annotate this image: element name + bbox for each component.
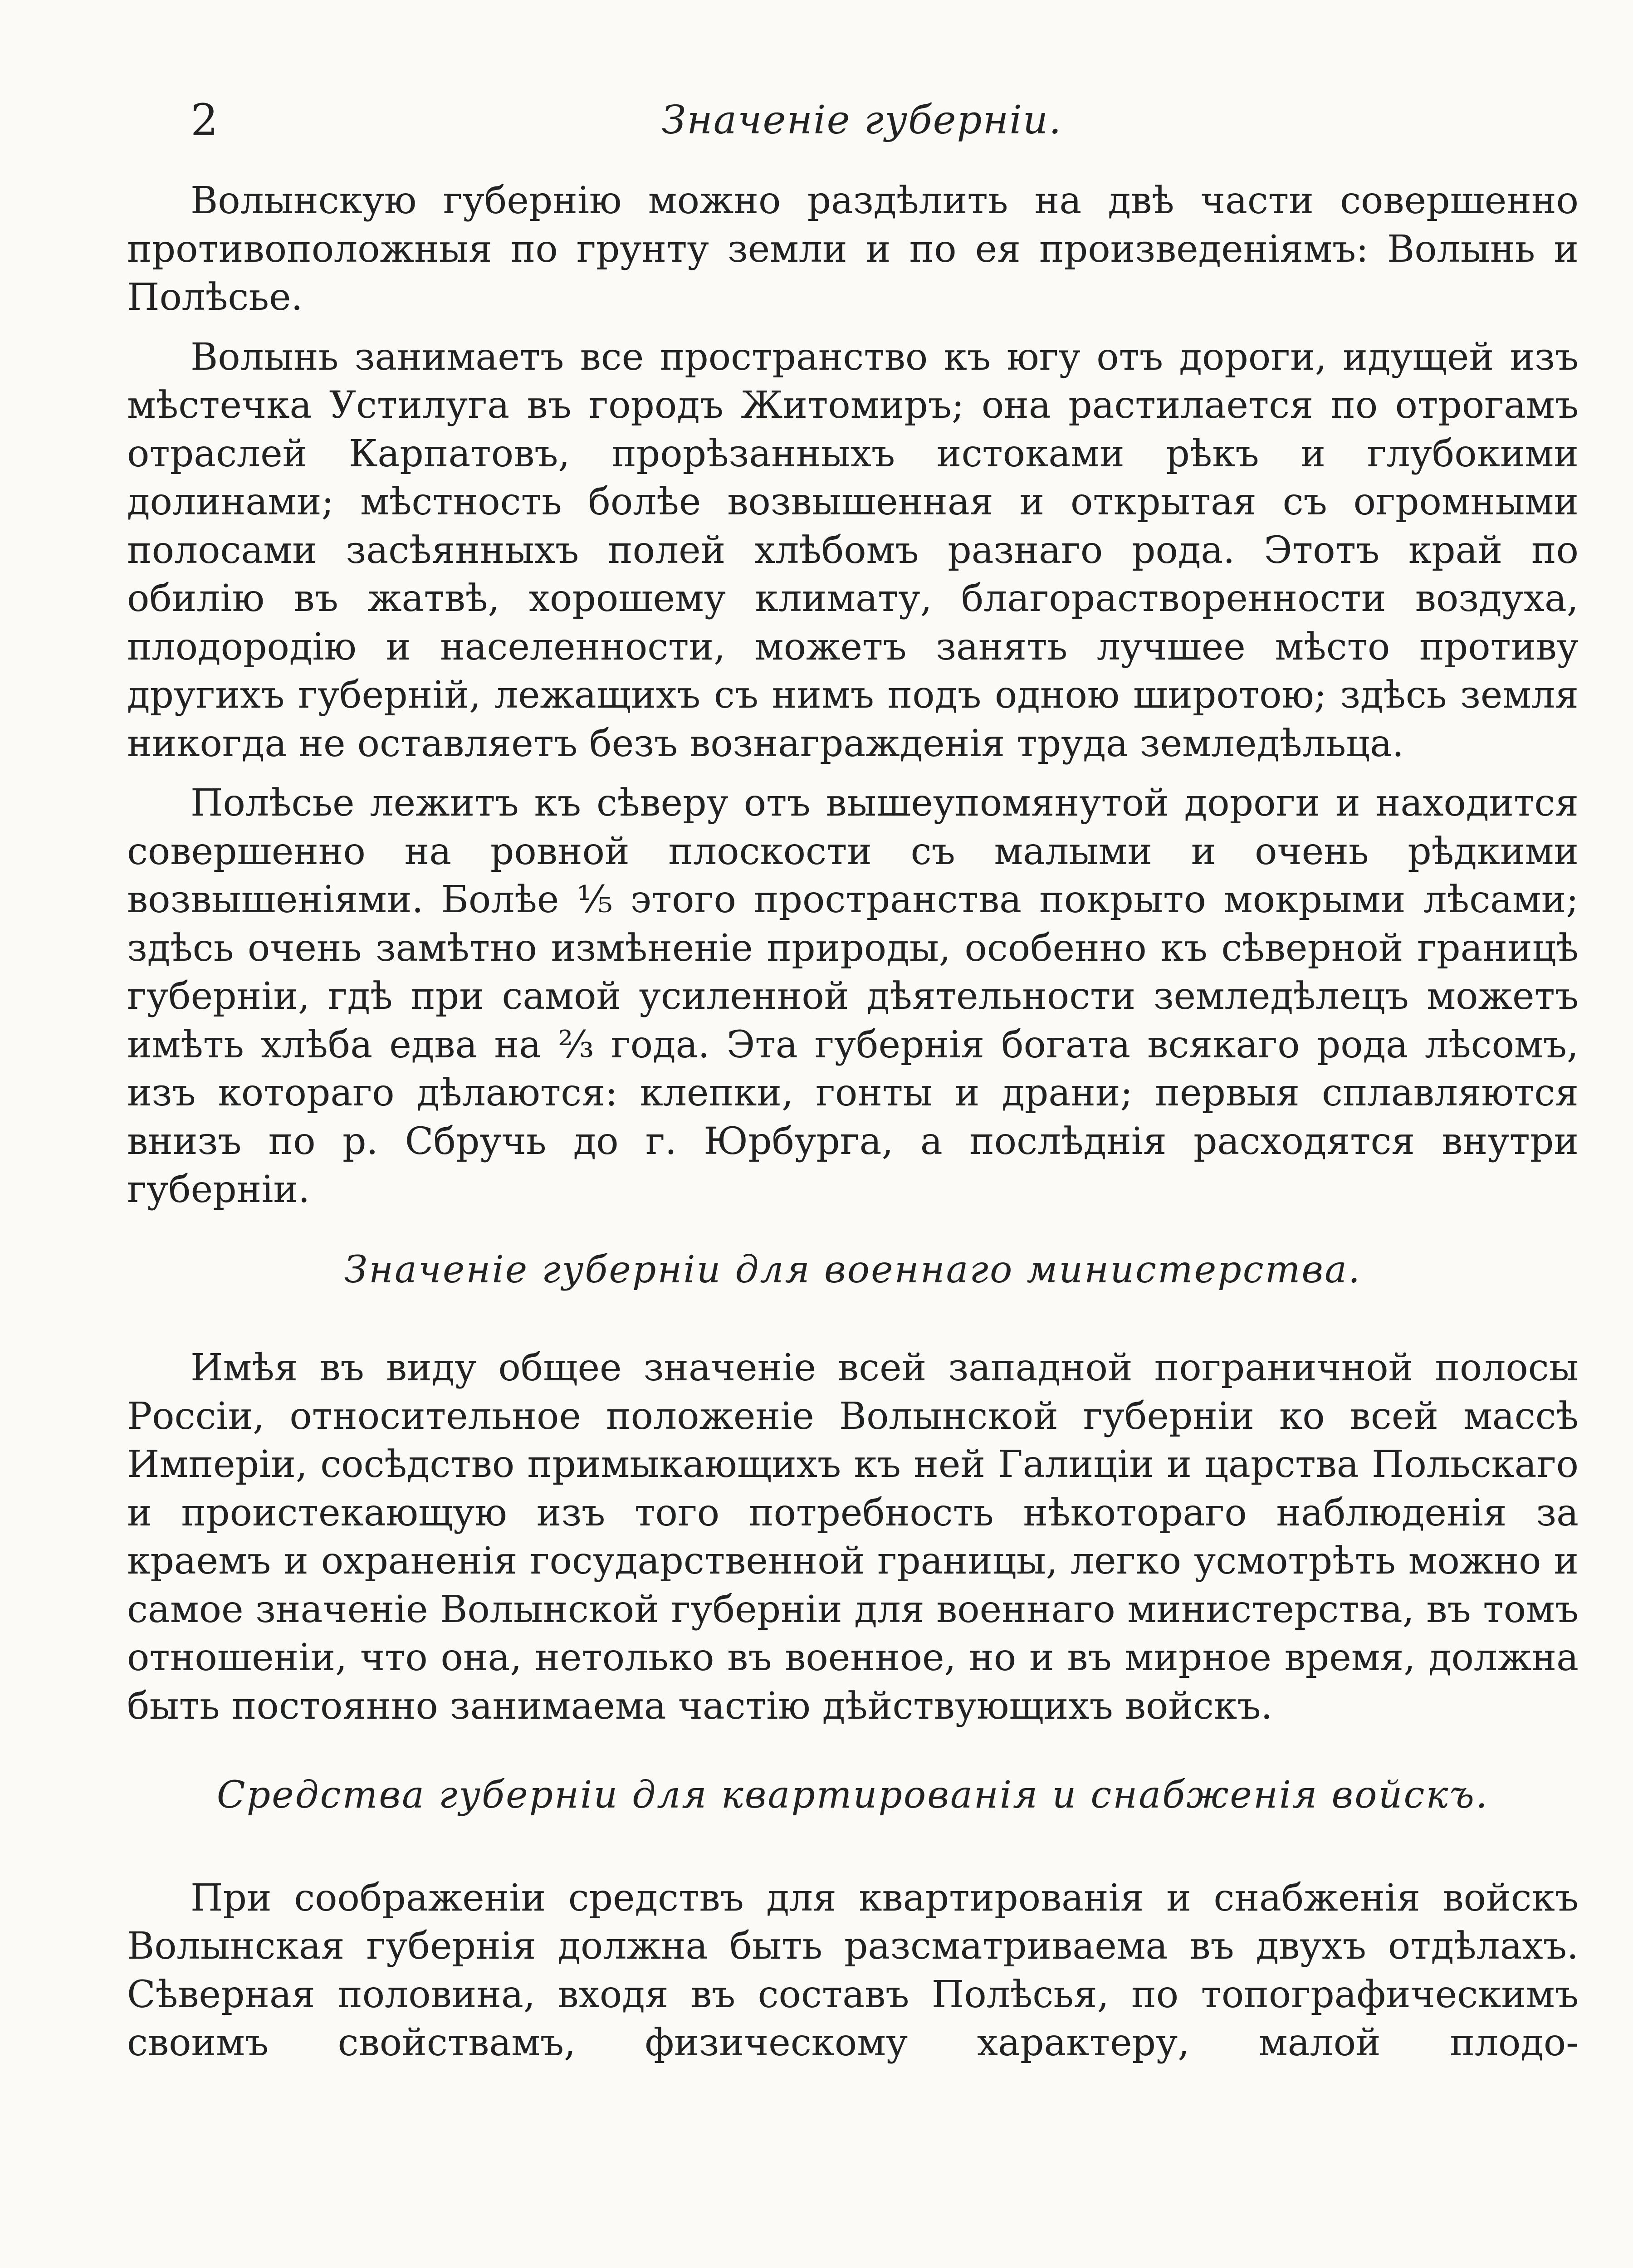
running-title: Значеніе губерніи. (661, 98, 1062, 143)
paragraph-polesye: Полѣсье лежитъ къ сѣверу отъ вышеупомянутой дороги и находится совершенно на ровной плоскости съ малыми и очень рѣдкими возвышеніями. Болѣе ¹⁄₅ этого пространства покрыто мокрыми лѣсами; здѣсь очень замѣтно измѣненіе природы, особенно къ сѣверной границѣ губерніи, гдѣ при самой усиленной дѣятельности земледѣлецъ можетъ имѣть хлѣба едва на ²⁄₃ года. Эта губернія богата всякаго рода лѣсомъ, изъ котораго дѣлаются: клепки, гонты и драни; первыя сплавляются внизъ по р. Сбручь до г. Юрбурга, а послѣднія расходятся внутри губерніи. (127, 782, 1579, 1211)
section-heading-quartering: Средства губерніи для квартированія и снабженія войскъ. (216, 1774, 1489, 1817)
paragraph-quartering: При соображеніи средствъ для квартированія и снабженія войскъ Волынская губернія должна быть разсматриваема въ двухъ отдѣлахъ. Сѣверная половина, входя въ составъ Полѣсья, по топографическимъ своимъ свойствамъ, физическому характеру, малой плодо- (127, 1876, 1579, 2064)
paragraph-volyn: Волынь занимаетъ все пространство къ югу отъ дороги, идущей изъ мѣстечка Устилуга въ городъ Житомиръ; она растилается по отрогамъ отраслей Карпатовъ, прорѣзанныхъ истоками рѣкъ и глубокими долинами; мѣстность болѣе возвышенная и открытая съ огромными полосами засѣянныхъ полей хлѣбомъ разнаго рода. Этотъ край по обилію въ жатвѣ, хорошему климату, благорастворенности воздуха, плодородію и населенности, можетъ занять лучшее мѣсто противу другихъ губерній, лежащихъ съ нимъ подъ одною широтою; здѣсь земля никогда не оставляетъ безъ вознагражденія труда земледѣльца. (127, 335, 1579, 765)
page-header (191, 93, 1533, 147)
page-body (127, 177, 1579, 2068)
page-number: 2 (191, 95, 219, 146)
paragraph-military-significance: Имѣя въ виду общее значеніе всей западной пограничной полосы Россіи, относительное положеніе Волынской губерніи ко всей массѣ Имперіи, сосѣдство примыкающихъ къ ней Галиціи и царства Польскаго и проистекающую изъ того потребность нѣкотораго наблюденія за краемъ и охраненія государственной границы, легко усмотрѣть можно и самое значеніе Волынской губерніи для военнаго министерства, въ томъ отношеніи, что она, нетолько въ военное, но и въ мирное время, должна быть постоянно занимаема частію дѣйствующихъ войскъ. (127, 1346, 1579, 1728)
paragraph-division: Волынскую губернію можно раздѣлить на двѣ части совершенно противоположныя по грунту земли и по ея произведеніямъ: Волынь и Полѣсье. (127, 179, 1579, 319)
section-heading-military: Значеніе губерніи для военнаго министерства. (344, 1248, 1362, 1291)
